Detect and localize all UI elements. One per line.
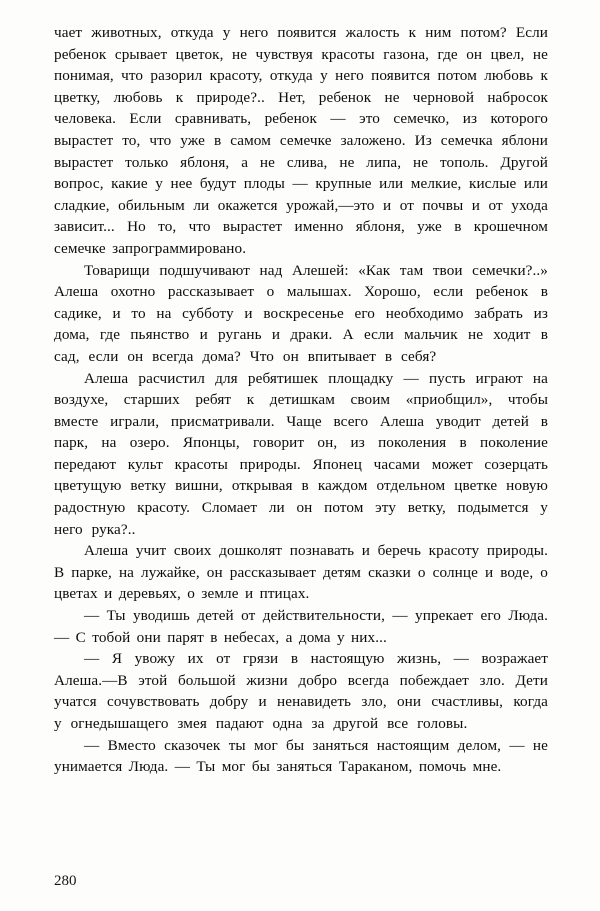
paragraph: Товарищи подшучивают над Алешей: «Как там твои семечки?..» Алеша охотно рассказывает о малышах. Хорошо, если ребенок в садике, и то на субботу и воскресенье его необходимо забрать из дома, где пьянство и ругань и драки. А если мальчик не ходит в сад, если он всегда дома? Что он впитывает в себя? xyxy=(54,261,548,365)
paragraph: Алеша учит своих дошколят познавать и беречь красоту природы. В парке, на лужайке, он рассказывает детям сказки о солнце и воде, о цветах и деревьях, о земле и птицах. xyxy=(54,542,548,603)
paragraph: Алеша расчистил для ребятишек площадку — пусть играют на воздухе, старших ребят к детишкам своим «приобщил», чтобы вместе играли, присматривали. Чаще всего Алеша уводит детей в парк, на озеро. Японцы, говорит он, из поколения в поколение передают культ красоты природы. Японец часами может созерцать цветущую ветку вишни, открывая в каждом отдельном цветке новую радостную красоту. Сломает ли он потом эту ветку, подымется у него рука?.. xyxy=(54,369,548,538)
page-number: 280 xyxy=(54,873,77,889)
paragraph: чает животных, откуда у него появится жалость к ним потом? Если ребенок срывает цветок, не чувствуя красоты газона, где он цвел, не понимая, что разорил красоту, откуда у него появится потом любовь к цветку, любовь к природе?.. Нет, ребенок не черновой набросок человека. Если сравнивать, ребенок — это семечко, из которого вырастет то, что уже в самом семечке заложено. Из семечка яблони вырастет только яблоня, а не слива, не липа, не тополь. Другой вопрос, какие у нее будут плоды — крупные или мелкие, кислые или сладкие, обильным ли окажется урожай,—это и от почвы и от ухода зависит... Но то, что вырастет именно яблоня, уже в крошечном семечке запрограммировано. xyxy=(54,24,548,257)
paragraph: — Ты уводишь детей от действительности, — упрекает его Люда. — С тобой они парят в небесах, а дома у них... xyxy=(54,607,548,646)
body-text-column xyxy=(54,22,548,778)
paragraph: — Вместо сказочек ты мог бы заняться настоящим делом, — не унимается Люда. — Ты мог бы заняться Тараканом, помочь мне. xyxy=(54,736,548,776)
paragraph: — Я увожу их от грязи в настоящую жизнь, — возражает Алеша.—В этой большой жизни добро всегда побеждает зло. Дети учатся сочувствовать добру и ненавидеть зло, они счастливы, когда у огнедышащего змея падают одна за другой все головы. xyxy=(54,650,548,732)
